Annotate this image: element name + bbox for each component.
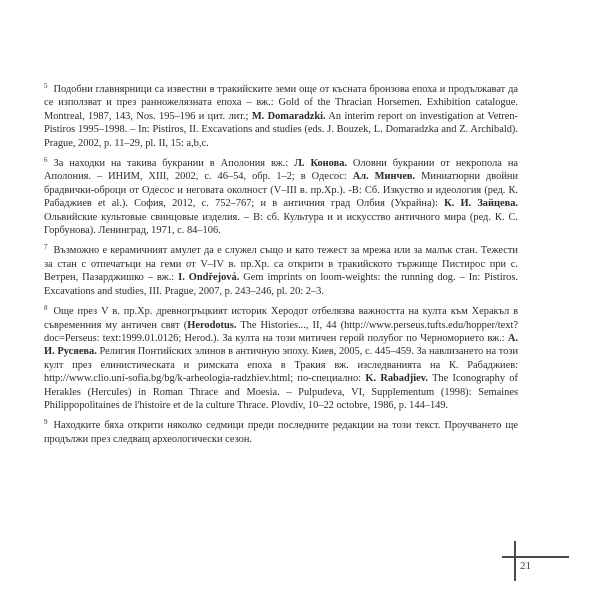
- footnote-text: Подобни главнярници са известни в тракийските земи още от късната бронзова епоха и продължават да се използват и през ранножелязната епоха – вж.: Gold of the Thracian Horsemen. Exhibition catalogue. Montreal, 1987, 143, Nos. 195–196 и цит. лит.;: [44, 84, 518, 122]
- footnote-text: Ольвийские культовые свинцовые изделия. – В: сб. Культура и и искусство античного мира (ред. К. С. Горбунова). Ленинград, 1971, с. 84–106.: [44, 211, 518, 237]
- footnote-author-name: I. Ondřejová.: [178, 272, 240, 284]
- footnote-text: Находките бяха открити няколко седмици преди последните редакции на този текст. Проучването ще продължи през следващ археологически сезон.: [44, 420, 518, 445]
- footnote-5: [44, 83, 518, 150]
- footnote-author-name: Herodotus.: [187, 319, 237, 331]
- footnote-number: 5: [44, 81, 48, 90]
- footnote-author-name: Л. Конова.: [294, 158, 347, 170]
- footnote-text: The Iconography of Herakles (Hercules) in Roman Thrace and Moesia. – Pulpudeva, VI, Supplementum (1998): Semaines Philippopolitaines de l'histoire et de la culture Thrace. Plovdiv, 10–22 octobre, 1986, p. 144–149.: [44, 373, 518, 411]
- footnotes-section: [44, 83, 518, 453]
- footnote-text: An interim report on investigation at Vetren-Pistiros 1995–1998. – In: Pistiros, II. Excavations and studies (eds. J. Bouzek, L. Domaradzka and Z. Archibald). Prague, 2002, p. 11–29, pl. II, 15: a,b,c.: [44, 110, 518, 149]
- footnote-text: Религия Понтийских элинов в античную эпоху. Киев, 2005, с. 445–459. За навлизането на този култ през елинистическата и римската епоха в Тракия вж. изследванията на К. Рабаджиев: http://www.clio.uni-sofia.bg/bg/k-arheologia-radzhiev.html; по-специално:: [44, 346, 519, 385]
- footnote-number: 8: [44, 303, 48, 312]
- footnote-number: 9: [44, 417, 48, 426]
- footnote-7: [44, 244, 518, 298]
- footnote-text: Gem imprints on loom-weights: the running dog. – In: Pistiros. Excavations and studies, III. Prague, 2007, p. 243–246, pl. 20: 2–3.: [44, 272, 518, 297]
- footnote-number: 7: [44, 243, 48, 251]
- footnote-author-name: А. И. Русяева.: [44, 332, 518, 358]
- footnote-text: За находки на такива букрании в Аполония вж.:: [53, 158, 295, 170]
- footnote-text: Още през V в. пр.Хр. древногръцкият историк Херодот отбелязва важността на култа към Херакъл в съвременния му античен свят (: [44, 306, 518, 331]
- footnote-6: [44, 157, 518, 237]
- page-number: 21: [520, 560, 531, 572]
- footnote-author-name: M. Domaradzki.: [251, 110, 326, 122]
- crop-mark-vertical: [514, 541, 516, 581]
- footnote-author-name: K. Rabadjiev.: [365, 373, 428, 385]
- footnote-9: [44, 419, 518, 446]
- footnote-text: Миниатюрни двойни брадвички-оброци от Одесос и неговата околност (V–III в. пр.Хр.). -В: Сб. Изкуство и идеология (ред. К. Рабаджиев et al.). София, 2012, с. 752–767; и в античния град Олбия (Украйна):: [44, 171, 519, 210]
- footnote-text: Оловни букрании от некропола на Аполония. – ИНИМ, XIII, 2002, с. 46–54, обр. 1–2; в Одесос:: [44, 158, 518, 183]
- footnote-text: Възможно е керамичният амулет да е служел също и като тежест за мрежа или за малък стан. Тежести за стан с отпечатъци на геми от V–IV в. пр.Хр. са открити в тракийското тържище Пистирос при с. Ветрен, Пазарджишко – вж.:: [44, 245, 518, 284]
- crop-mark-horizontal: [502, 556, 569, 558]
- footnote-text: The Histories..., II, 44 (http://www.perseus.tufts.edu/hopper/text?doc=Perseus: text:1999.01.0126; Herod.). За култа на този митичен герой полубог по Черноморието вж.:: [44, 319, 518, 344]
- footnote-author-name: К. И. Зайцева.: [444, 198, 518, 210]
- footnote-8: [44, 305, 518, 412]
- footnote-author-name: Ал. Минчев.: [352, 171, 416, 183]
- footnote-number: 6: [44, 155, 48, 164]
